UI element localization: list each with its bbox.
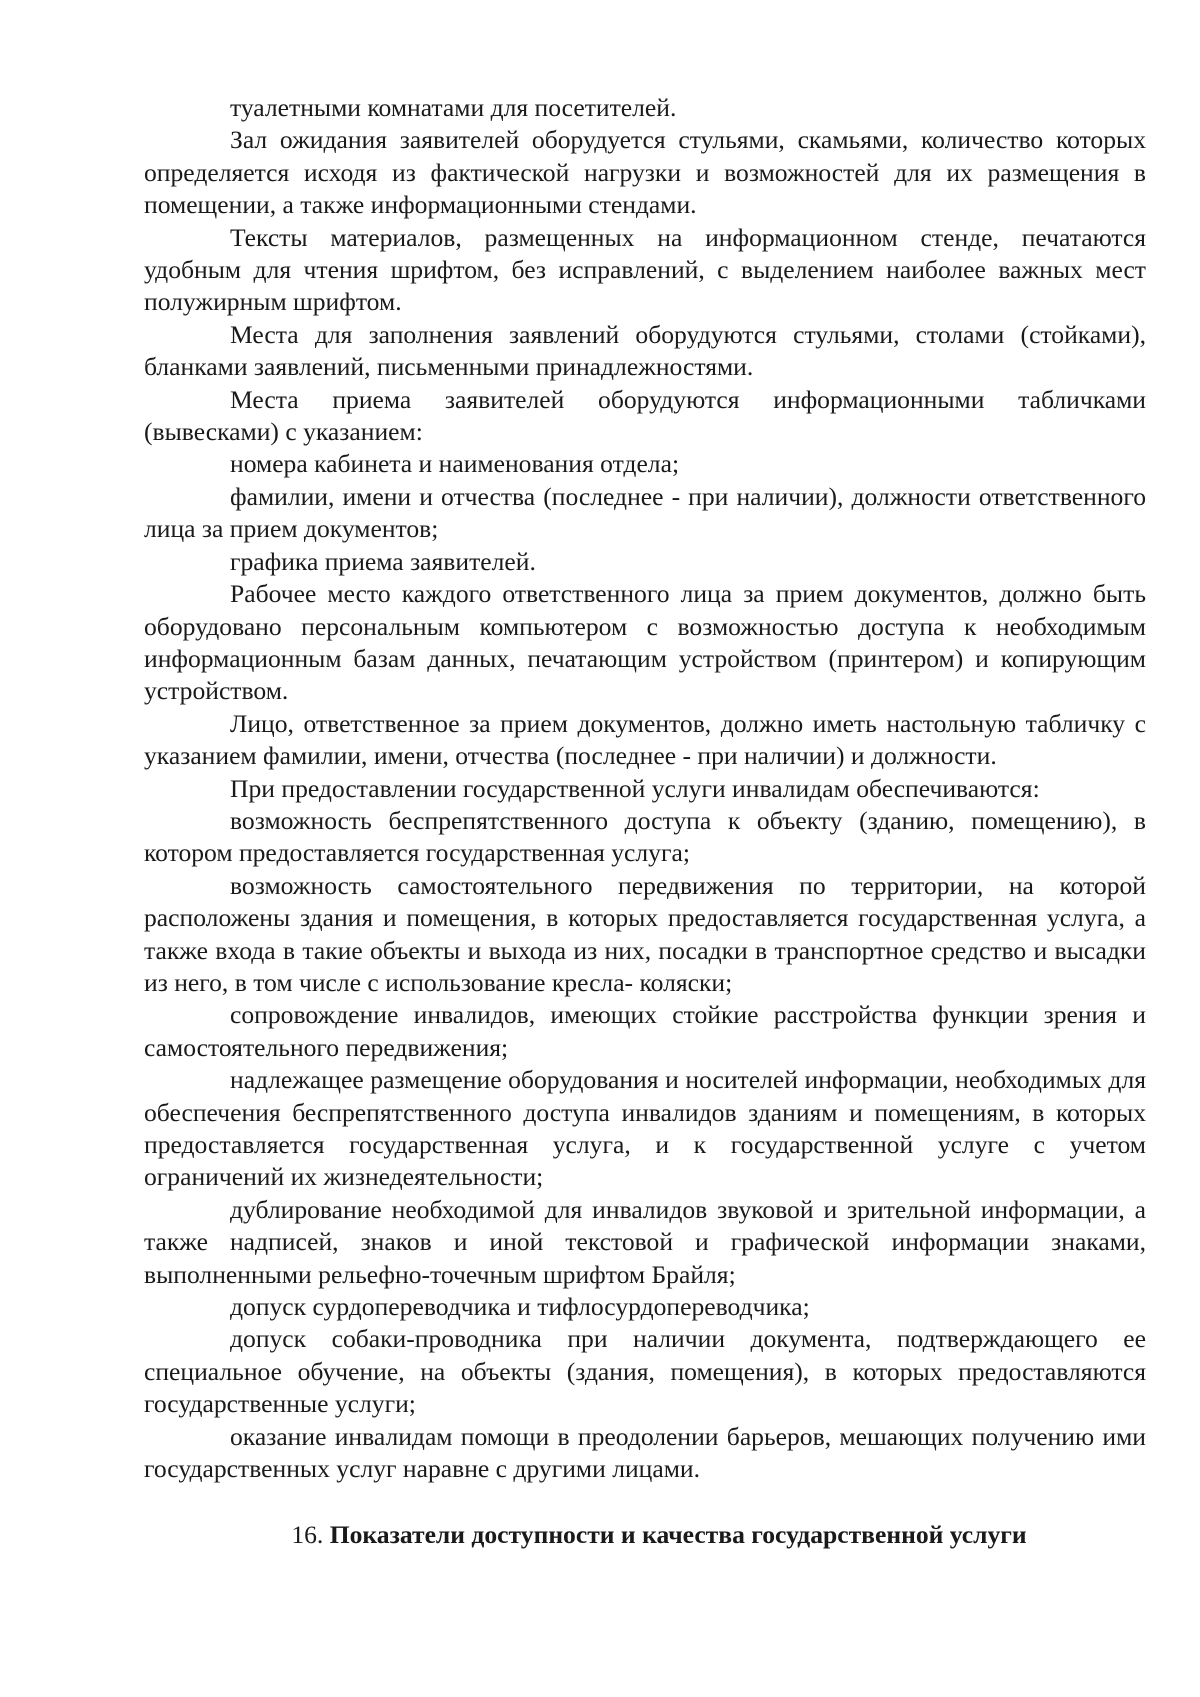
document-page — [144, 92, 1146, 1551]
paragraph-8: графика приема заявителей. — [230, 546, 536, 576]
paragraph-19: оказание инвалидам помощи в преодолении барьеров, мешающих получению ими государственных услуг наравне с другими лицами. — [144, 1421, 1146, 1484]
paragraph-2: Зал ожидания заявителей оборудуется стульями, скамьями, количество которых определяется исходя из фактической нагрузки и возможностей для их размещения в помещении, а также информационными стендами. — [144, 125, 1146, 220]
section-heading — [144, 1519, 1146, 1551]
paragraph-10: Лицо, ответственное за прием документов, должно иметь настольную табличку с указанием фамилии, имени, отчества (последнее - при наличии) и должности. — [144, 708, 1146, 771]
paragraph-14: сопровождение инвалидов, имеющих стойкие расстройства функции зрения и самостоятельного передвижения; — [144, 1000, 1146, 1062]
paragraph-9: Рабочее место каждого ответственного лица за прием документов, должно быть оборудовано персональным компьютером с возможностью доступа к необходимым информационным базам данных, печатающим устройством (принтером) и копирующим устройством. — [144, 579, 1146, 706]
paragraph-3: Тексты материалов, размещенных на информационном стенде, печатаются удобным для чтения шрифтом, без исправлений, с выделением наиболее важных мест полужирным шрифтом. — [144, 222, 1146, 317]
paragraph-4: Места для заполнения заявлений оборудуются стульями, столами (стойками), бланками заявлений, письменными принадлежностями. — [144, 319, 1146, 382]
paragraph-5: Места приема заявителей оборудуются информационными табличками (вывесками) с указанием: — [144, 384, 1146, 447]
section-number: 16. — [291, 1520, 324, 1550]
paragraph-16: дублирование необходимой для инвалидов звуковой и зрительной информации, а также надписей, знаков и иной текстовой и графической информации знаками, выполненными рельефно-точечным шрифтом Брайля; — [144, 1194, 1146, 1289]
paragraph-15: надлежащее размещение оборудования и носителей информации, необходимых для обеспечения беспрепятственного доступа инвалидов зданиям и помещениям, в которых предоставляется государственная услуга, и к государственной услуге с учетом ограничений их жизнедеятельности; — [144, 1065, 1146, 1192]
paragraph-17: допуск сурдопереводчика и тифлосурдопереводчика; — [230, 1292, 810, 1322]
section-title: Показатели доступности и качества государственной услуги — [329, 1520, 1027, 1550]
paragraph-11: При предоставлении государственной услуги инвалидам обеспечиваются: — [230, 773, 1040, 803]
paragraph-7: фамилии, имени и отчества (последнее - при наличии), должности ответственного лица за прием документов; — [144, 481, 1146, 544]
paragraph-1: туалетными комнатами для посетителей. — [230, 93, 677, 122]
paragraph-18: допуск собаки-проводника при наличии документа, подтверждающего ее специальное обучение, на объекты (здания, помещения), в которых предоставляются государственные услуги; — [144, 1324, 1146, 1419]
paragraph-6: номера кабинета и наименования отдела; — [230, 449, 680, 479]
paragraph-12: возможность беспрепятственного доступа к объекту (зданию, помещению), в котором предоставляется государственная услуга; — [144, 805, 1146, 868]
paragraph-13: возможность самостоятельного передвижения по территории, на которой расположены здания и помещения, в которых предоставляется государственная услуга, а также входа в такие объекты и выхода из них, посадки в транспортное средство и высадки из него, в том числе с использование кресла- коляски; — [144, 870, 1146, 997]
